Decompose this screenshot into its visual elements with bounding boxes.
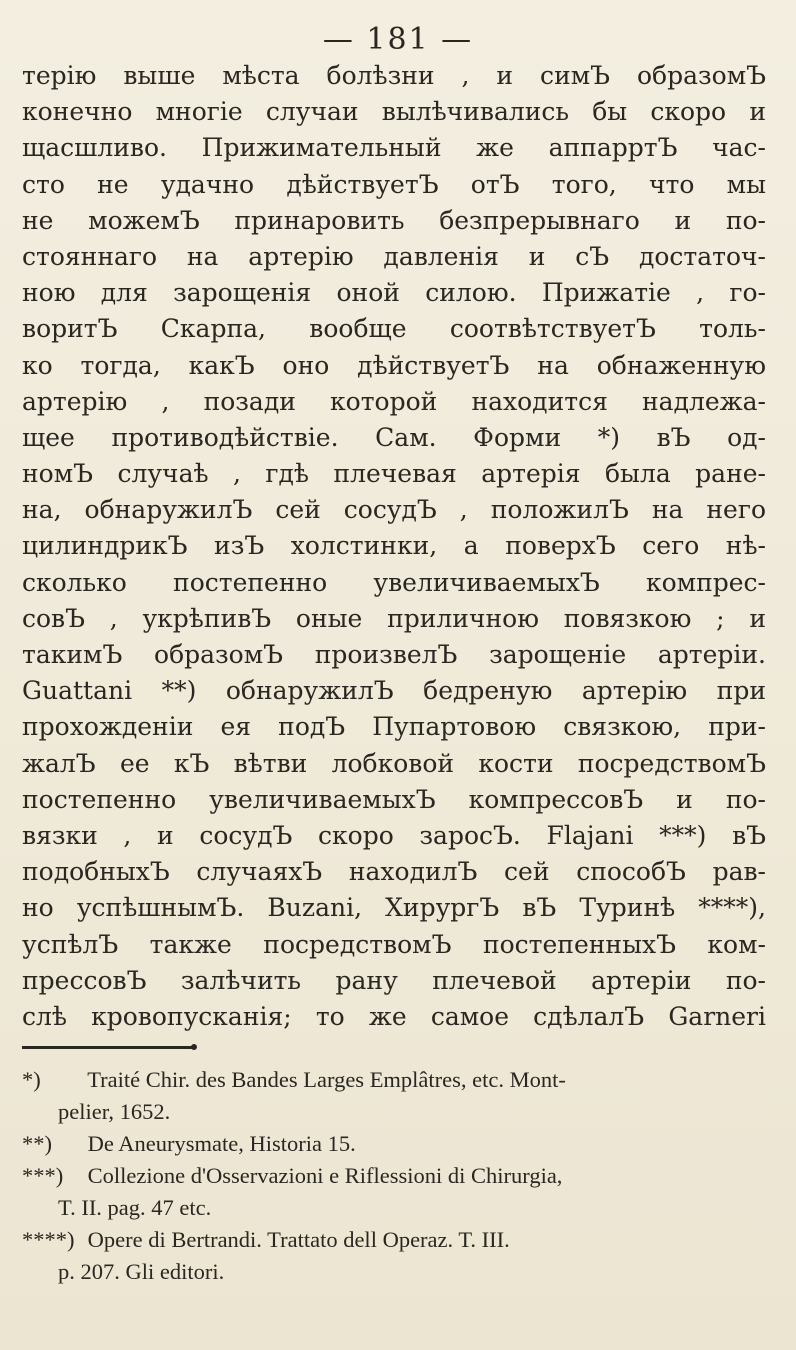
text-line: воритЪ Скарпа, вообще соотвѣтствуетЪ толь-: [22, 314, 766, 344]
footnote-text: Collezione d'Osservazioni e Riflessioni di Chirurgia,: [87, 1163, 563, 1188]
text-line: на, обнаружилЪ сей сосудЪ , положилЪ на него: [22, 495, 766, 525]
text-line: щасшливо. Прижимательный же аппарртЪ час-: [22, 133, 766, 163]
text-line: ко тогда, какЪ оно дѣйствуетЪ на обнаженную: [22, 350, 766, 380]
text-line: цилиндрикЪ изЪ холстинки, а поверхЪ сего нѣ-: [22, 531, 766, 561]
text-line: подобныхЪ случаяхЪ находилЪ сей способЪ рав-: [22, 857, 766, 887]
footnote-continuation: T. II. pag. 47 etc.: [58, 1195, 212, 1220]
footnote-continuation: p. 207. Gli editori.: [58, 1259, 225, 1284]
footnote-marker: **): [22, 1131, 52, 1156]
page-number: — 181 —: [322, 22, 474, 57]
footnote-marker: ****): [22, 1227, 75, 1252]
text-line: сколько постепенно увеличиваемыхЪ компрес-: [22, 567, 766, 597]
text-line: стояннаго на артерію давленія и сЪ достаточ-: [22, 241, 766, 271]
footnotes: [22, 1064, 766, 1288]
text-line: постепенно увеличиваемыхЪ компрессовЪ и по-: [22, 784, 766, 814]
text-line: прохожденіи ея подЪ Пупартовою связкою, при-: [22, 712, 766, 742]
text-line: щее противодѣйствіе. Сам. Форми *) вЪ од-: [22, 422, 766, 452]
text-line: прессовЪ залѣчить рану плечевой артеріи по-: [22, 965, 766, 995]
text-line: номЪ случаѣ , гдѣ плечевая артерія была ране-: [22, 459, 766, 489]
footnote: [22, 1224, 766, 1288]
text-line: жалЪ ее кЪ вѣтви лобковой кости посредствомЪ: [22, 748, 766, 778]
footnote-text: Opere di Bertrandi. Trattato dell Operaz. T. III.: [87, 1227, 510, 1252]
text-line: но успѣшнымЪ. Buzani, ХирургЪ вЪ Туринѣ ****),: [22, 893, 766, 923]
text-line: не можемЪ принаровить безпрерывнаго и по-: [22, 205, 766, 235]
footnote: [22, 1128, 766, 1160]
text-line: успѣлЪ также посредствомЪ постепенныхЪ ком-: [22, 929, 766, 959]
text-line: совЪ , укрѣпивЪ оные приличною повязкою ; и: [22, 603, 766, 633]
footnote-text: De Aneurysmate, Historia 15.: [87, 1131, 356, 1156]
footnote-continuation: pelier, 1652.: [58, 1099, 171, 1124]
text-line: конечно многіе случаи вылѣчивались бы скоро и: [22, 97, 766, 127]
footnote: [22, 1160, 766, 1224]
footnote-marker: *): [22, 1067, 41, 1092]
footnote-marker: ***): [22, 1163, 64, 1188]
text-line: артерію , позади которой находится надлежа-: [22, 386, 766, 416]
text-line: такимЪ образомЪ произвелЪ зарощеніе артеріи.: [22, 640, 766, 669]
text-line: слѣ кровопусканія; то же самое сдѣлалЪ Garneri: [22, 1001, 766, 1031]
body-text: [22, 58, 766, 1035]
text-line: Guattani **) обнаружилЪ бедреную артерію при: [22, 676, 766, 706]
text-line: вязки , и сосудЪ скоро заросЪ. Flajani ***) вЪ: [22, 820, 766, 850]
footnote-text: Traité Chir. des Bandes Larges Emplâtres, etc. Mont-: [87, 1067, 566, 1092]
text-line: терію выше мѣста болѣзни , и симЪ образомЪ: [22, 61, 766, 90]
footnote: [22, 1064, 766, 1128]
text-line: ною для зарощенія оной силою. Прижатіе , го-: [22, 278, 766, 308]
text-line: сто не удачно дѣйствуетЪ отЪ того, что мы: [22, 169, 766, 199]
footnote-divider: [22, 1046, 194, 1049]
